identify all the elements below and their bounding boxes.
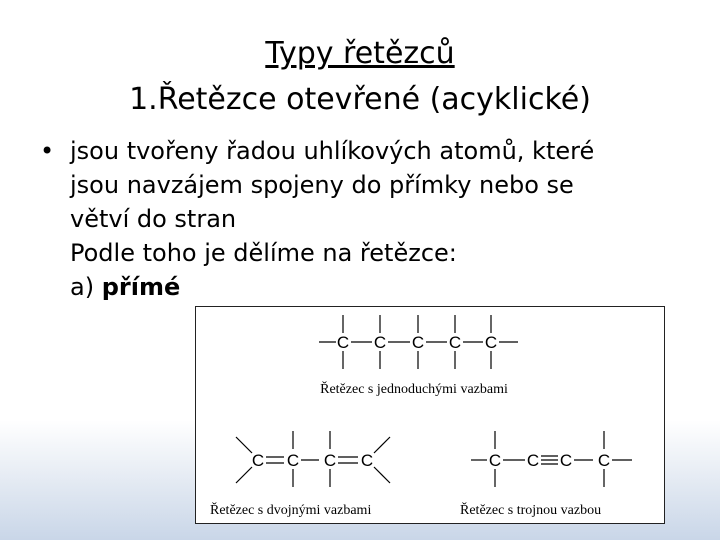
atom-label: C (251, 451, 265, 470)
atom-label: C (286, 451, 300, 470)
atom-label: C (484, 333, 498, 352)
atom-label: C (597, 451, 611, 470)
bullet-line-2: jsou navzájem spojeny do přímky nebo se (70, 171, 574, 199)
item-a-prefix: a) (70, 273, 102, 301)
atom-label: C (323, 451, 337, 470)
atom-label: C (526, 451, 540, 470)
slide-subtitle: 1.Řetězce otevřené (acyklické) (129, 82, 591, 117)
atom-label: C (411, 333, 425, 352)
atom-label: C (373, 333, 387, 352)
carbon-chain-figure (195, 306, 665, 524)
atom-label: C (448, 333, 462, 352)
atom-label: C (360, 451, 374, 470)
bullet-line-3: větví do stran (70, 205, 237, 233)
atom-label: C (488, 451, 502, 470)
caption-single-bonds: Řetězec s jednoduchými vazbami (320, 382, 508, 397)
atom-label: C (336, 333, 350, 352)
bullet-line-4: Podle toho je dělíme na řetězce: (70, 239, 457, 267)
slide-title: Typy řetězců (265, 36, 455, 71)
bullet-line-1: jsou tvořeny řadou uhlíkových atomů, které (70, 137, 595, 165)
item-a-label: přímé (101, 273, 181, 301)
item-a (70, 270, 180, 304)
bullet-icon: • (40, 137, 55, 165)
caption-double-bonds: Řetězec s dvojnými vazbami (210, 503, 372, 518)
carbon-chain-diagram (196, 307, 664, 523)
atom-label: C (559, 451, 573, 470)
caption-triple-bond: Řetězec s trojnou vazbou (460, 503, 602, 518)
